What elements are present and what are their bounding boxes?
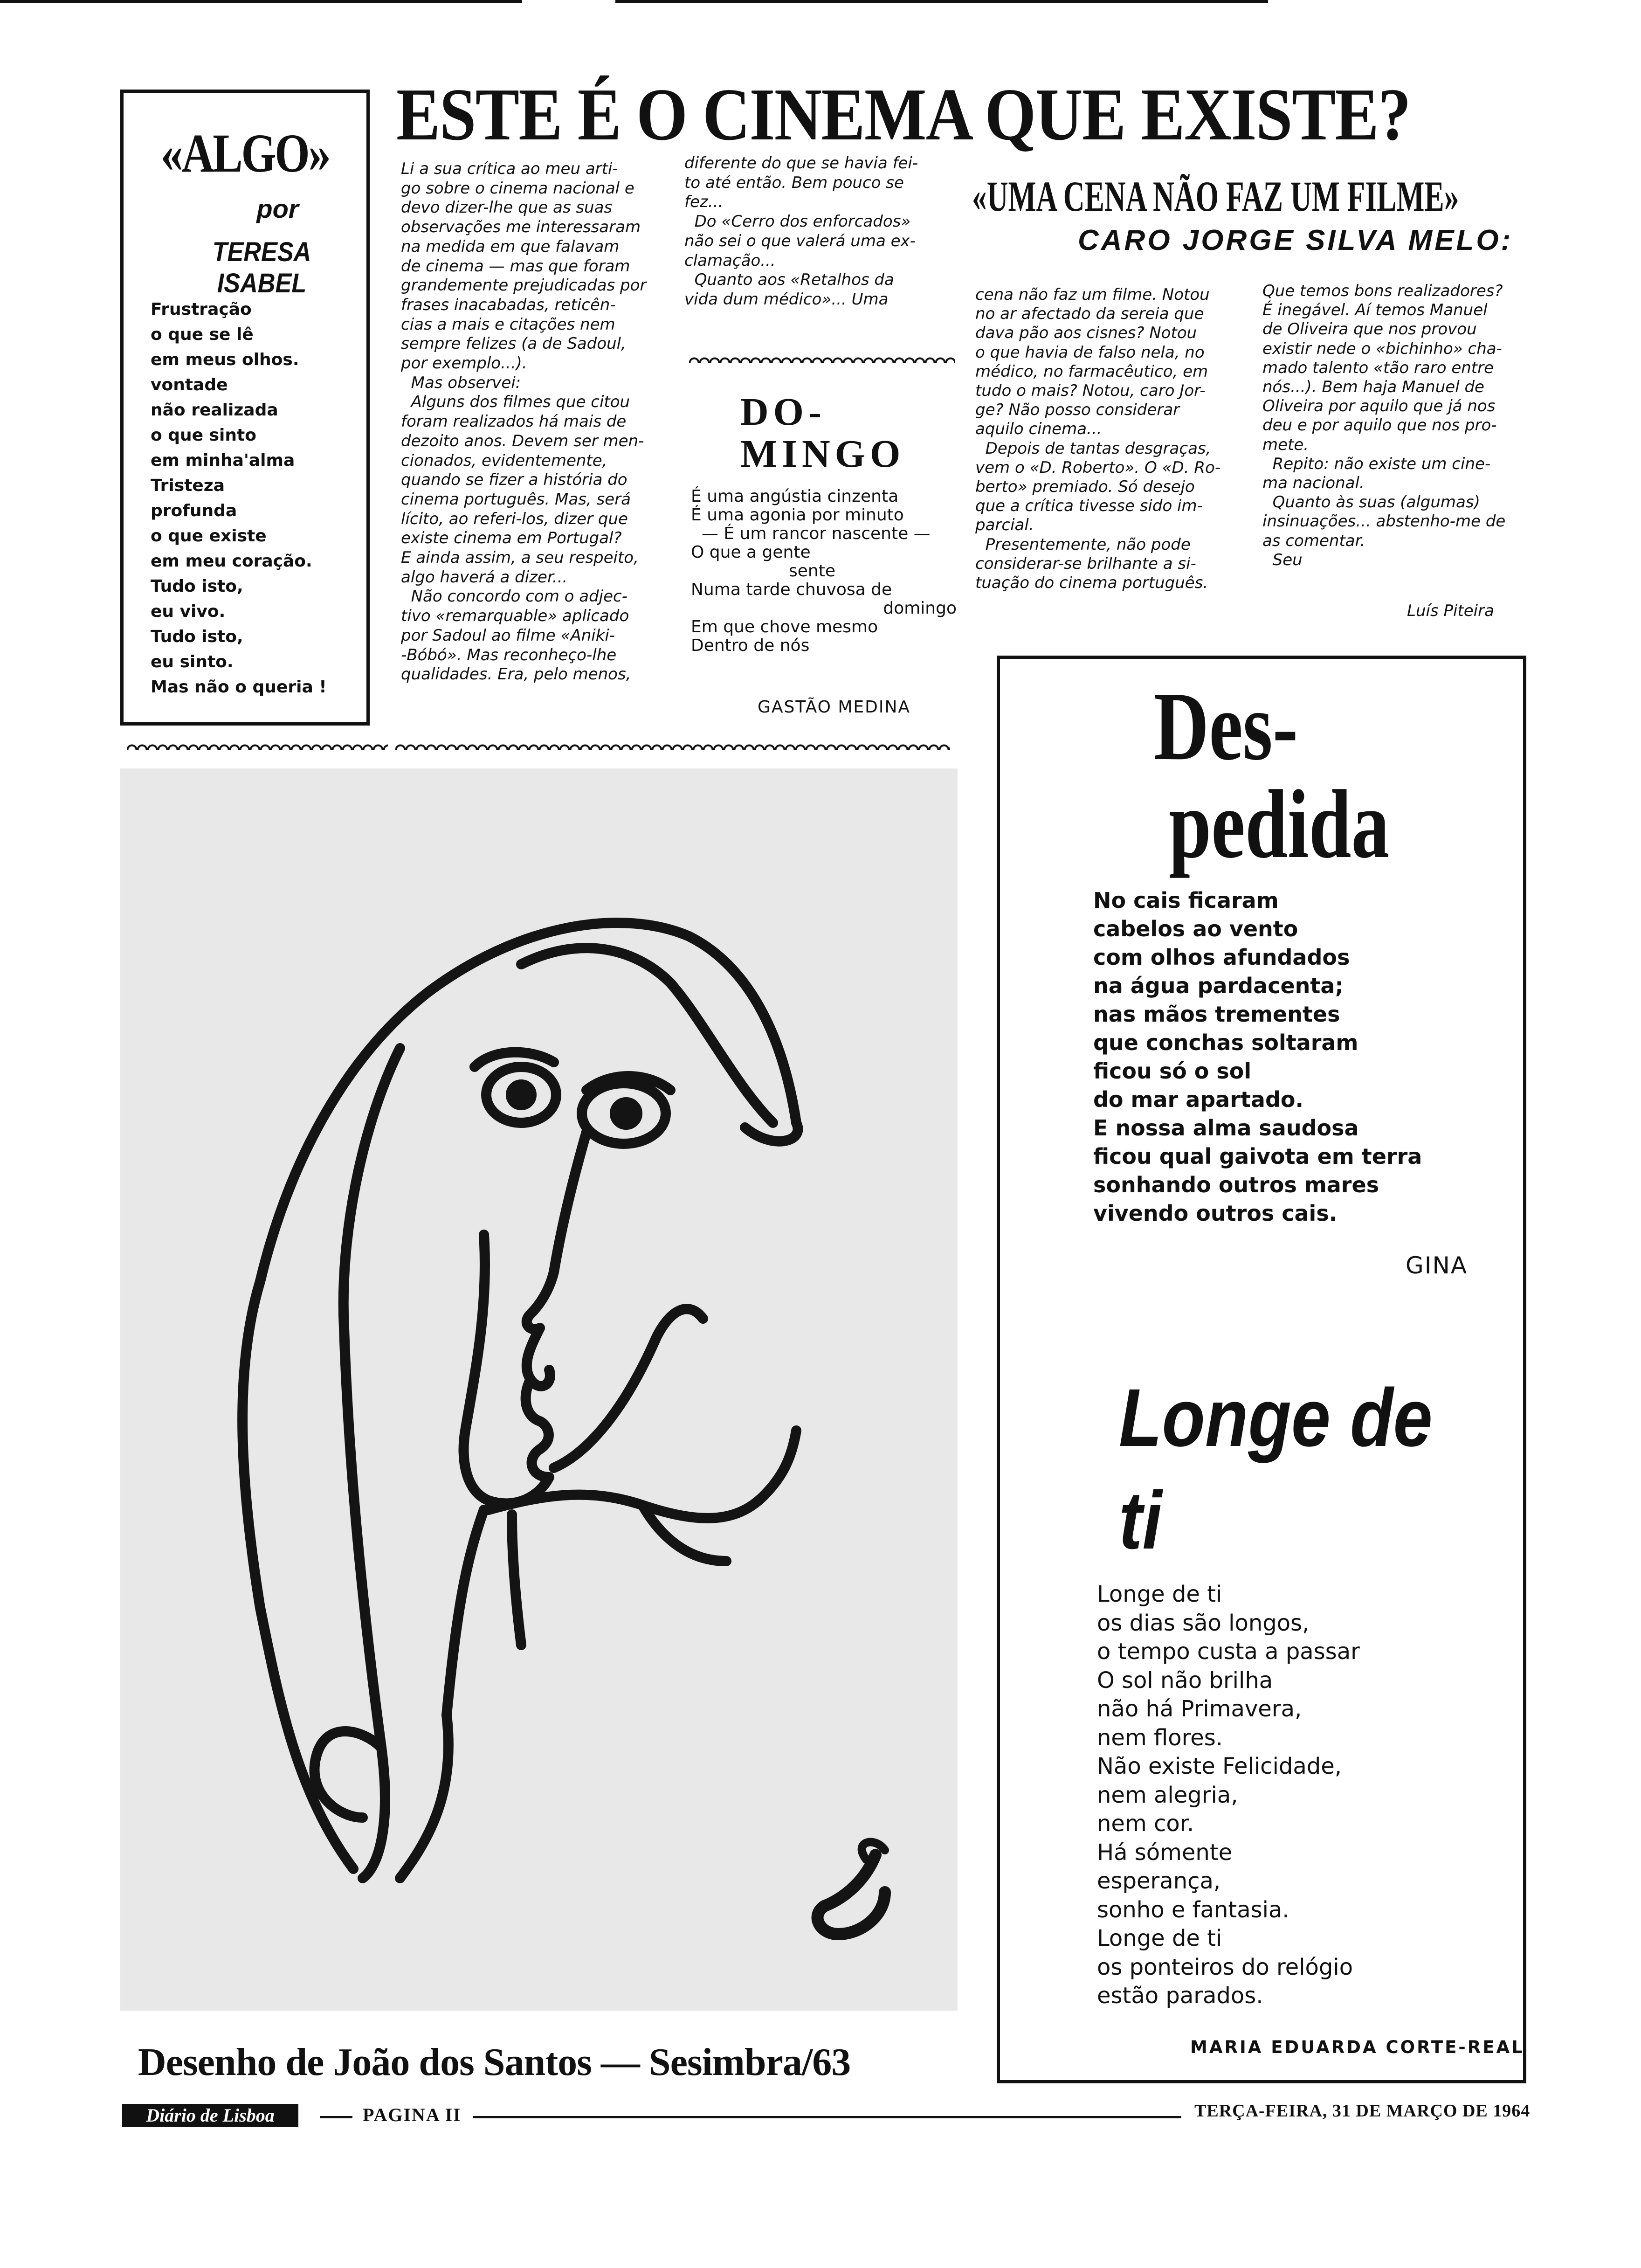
poem-line: em minha'alma <box>151 451 295 470</box>
poem-line: ficou qual gaivota em terra <box>1093 1144 1422 1169</box>
text-line: considerar-se brilhante a si- <box>975 554 1196 573</box>
poem-line: os dias são longos, <box>1097 1610 1310 1636</box>
text-line: cionados, evidentemente, <box>401 451 607 470</box>
text-line: as comentar. <box>1262 531 1365 550</box>
text-line: grandemente prejudicadas por <box>401 276 647 295</box>
text-line: mete. <box>1262 435 1309 454</box>
text-line: Li a sua crítica ao meu arti- <box>401 159 618 178</box>
poem-line: o tempo custa a passar <box>1097 1639 1360 1665</box>
footer-rule <box>320 2116 352 2118</box>
poem-line: não realizada <box>151 401 278 420</box>
poem-line: ficou só o sol <box>1093 1058 1252 1084</box>
text-line: deu e por aquilo que nos pro- <box>1262 416 1497 435</box>
poem-line: que conchas soltaram <box>1093 1030 1358 1055</box>
text-line: cena não faz um filme. Notou <box>975 285 1210 304</box>
text-line: foram realizados há mais de <box>401 412 627 431</box>
poem-line: nem cor. <box>1097 1811 1194 1837</box>
text-line: algo haverá a dizer... <box>401 567 568 587</box>
cena-author: Luís Piteira <box>1407 602 1494 620</box>
algo-byline-author: TERESA ISABEL <box>212 237 311 298</box>
text-line: tuação do cinema português. <box>975 574 1208 593</box>
ornament-rule <box>127 738 388 750</box>
poem-line: sonho e fantasia. <box>1097 1896 1289 1923</box>
text-line: quando se fizer a história do <box>401 470 627 490</box>
poem-line: do mar apartado. <box>1093 1087 1303 1112</box>
text-line: tivo «remarquable» aplicado <box>401 607 629 626</box>
poem-line: Tudo isto, <box>151 627 243 646</box>
poem-line: eu vivo. <box>151 602 226 621</box>
ornament-rule <box>395 738 950 750</box>
top-rule <box>615 0 1268 3</box>
text-line: o que havia de falso nela, no <box>975 343 1205 362</box>
text-line: cinema português. Mas, será <box>401 490 631 509</box>
text-line: to até então. Bem pouco se <box>684 173 904 192</box>
poem-line: E nossa alma saudosa <box>1093 1115 1359 1141</box>
domingo-title-2: MINGO <box>740 432 905 476</box>
poem-line: nas mãos trementes <box>1093 1002 1340 1027</box>
text-line: berto» premiado. Só desejo <box>975 477 1195 497</box>
cena-column-2 <box>1262 282 1505 570</box>
text-line: devo dizer-lhe que as suas <box>401 198 613 217</box>
despedida-title-2: pedida <box>1169 770 1390 878</box>
poem-line: não há Primavera, <box>1097 1696 1302 1722</box>
text-line: Quanto às suas (algumas) <box>1262 493 1480 512</box>
drawing-caption: Desenho de João dos Santos — Sesimbra/63 <box>138 2040 851 2084</box>
poem-line: — É um rancor nascente — <box>691 524 931 543</box>
poem-line: Longe de ti <box>1097 1925 1222 1951</box>
text-line: de cinema — mas que foram <box>401 256 630 276</box>
poem-line: Mas não o queria ! <box>151 678 327 697</box>
poem-line: na água pardacenta; <box>1093 973 1344 998</box>
poem-line: É uma angústia cinzenta <box>691 487 899 506</box>
poem-line: o que se lê <box>151 325 254 344</box>
text-line: fez... <box>684 193 724 212</box>
domingo-poem <box>691 487 957 655</box>
poem-line: estão parados. <box>1097 1983 1263 2009</box>
poem-line: É uma agonia por minuto <box>691 505 904 525</box>
poem-line: com olhos afundados <box>1093 945 1350 970</box>
text-line: observações me interessaram <box>401 218 641 237</box>
algo-poem <box>151 297 327 700</box>
text-line: de Oliveira que nos provou <box>1262 320 1477 339</box>
footer-rule <box>473 2116 1181 2118</box>
poem-line: Há sómente <box>1097 1839 1233 1866</box>
text-line: Presentemente, não pode <box>975 535 1191 554</box>
text-line: nós...). Bem haja Manuel de <box>1262 378 1484 397</box>
poem-line: nem alegria, <box>1097 1782 1238 1808</box>
poem-line: esperança, <box>1097 1868 1221 1894</box>
text-line: Repito: não existe um cine- <box>1262 454 1491 473</box>
poem-line: Em que chove mesmo <box>691 617 878 636</box>
text-line: sempre felizes (a de Sadoul, <box>401 334 626 353</box>
text-line: dava pão aos cisnes? Notou <box>975 324 1197 343</box>
poem-line: O que a gente <box>691 543 811 562</box>
poem-line: nem flores. <box>1097 1724 1223 1751</box>
cena-column-1 <box>975 285 1220 593</box>
text-line: aquilo cinema... <box>975 420 1102 439</box>
text-line: Quanto aos «Retalhos da <box>684 270 894 290</box>
drawing-panel <box>120 768 958 2011</box>
poem-line: vontade <box>151 375 228 394</box>
text-line: insinuações... abstenho-me de <box>1262 512 1506 531</box>
text-line: na medida em que falavam <box>401 237 620 256</box>
text-line: clamação... <box>684 251 776 270</box>
text-line: existe cinema em Portugal? <box>401 529 622 548</box>
face-drawing <box>120 768 958 2011</box>
poem-line: domingo <box>883 599 957 618</box>
poem-line: Tristeza <box>151 476 225 495</box>
despedida-title-1: Des- <box>1154 672 1298 781</box>
text-line: Alguns dos filmes que citou <box>401 393 630 412</box>
text-line: cias a mais e citações nem <box>401 315 615 334</box>
text-line: existir nede o «bichinho» cha- <box>1262 339 1502 358</box>
text-line: frases inacabadas, reticên- <box>401 295 616 314</box>
poem-line: Frustração <box>151 300 252 319</box>
letter-column-2 <box>684 154 918 310</box>
ornament-rule <box>689 351 955 363</box>
poem-line: o que existe <box>151 526 267 546</box>
text-line: ma nacional. <box>1262 474 1365 493</box>
text-line: E ainda assim, a seu respeito, <box>401 548 639 567</box>
page-number: PAGINA II <box>363 2104 462 2125</box>
poem-line: em meus olhos. <box>151 350 299 369</box>
text-line: tudo o mais? Notou, caro Jor- <box>975 381 1206 401</box>
poem-line: Longe de ti <box>1097 1581 1222 1607</box>
domingo-author: GASTÃO MEDINA <box>758 698 911 717</box>
longe-title-1: Longe de <box>1119 1372 1433 1464</box>
longe-author: MARIA EDUARDA CORTE-REAL <box>1190 2037 1524 2057</box>
text-line: Oliveira por aquilo que já nos <box>1262 397 1496 416</box>
text-line: Depois de tantas desgraças, <box>975 439 1211 458</box>
poem-line: Não existe Felicidade, <box>1097 1753 1342 1779</box>
poem-line: em meu coração. <box>151 552 312 571</box>
algo-box <box>120 90 370 726</box>
text-line: ge? Não posso considerar <box>975 401 1180 420</box>
poem-line: o que sinto <box>151 426 256 445</box>
issue-date: TERÇA-FEIRA, 31 DE MARÇO DE 1964 <box>1194 2101 1531 2121</box>
poem-line: Tudo isto, <box>151 577 243 596</box>
domingo-title-1: DO- <box>740 390 826 434</box>
poem-line: O sol não brilha <box>1097 1667 1273 1694</box>
longe-title-2: ti <box>1119 1475 1162 1566</box>
text-line: que a crítica tivesse sido im- <box>975 497 1203 516</box>
text-line: Do «Cerro dos enforcados» <box>684 212 911 231</box>
text-line: Não concordo com o adjec- <box>401 587 627 606</box>
poem-line: eu sinto. <box>151 652 234 671</box>
masthead-logo: Diário de Lisboa <box>122 2104 298 2127</box>
text-line: vida dum médico»... Uma <box>684 290 889 309</box>
poem-line: sente <box>789 561 835 581</box>
poem-line: os ponteiros do relógio <box>1097 1954 1353 1980</box>
letter-column-1 <box>401 159 646 685</box>
top-rule <box>0 0 522 3</box>
poems-box <box>997 656 1526 2083</box>
text-line: no ar afectado da sereia que <box>975 304 1204 324</box>
text-line: parcial. <box>975 516 1034 535</box>
text-line: por exemplo...). <box>401 354 527 373</box>
cena-title: «UMA CENA NÃO FAZ UM FILME» <box>972 173 1459 220</box>
text-line: diferente do que se havia fei- <box>684 154 918 173</box>
text-line: por Sadoul ao filme «Aniki- <box>401 626 615 645</box>
text-line: médico, no farmacêutico, em <box>975 362 1208 381</box>
text-line: vem o «D. Roberto». O «D. Ro- <box>975 458 1221 477</box>
poem-line: cabelos ao vento <box>1093 916 1298 941</box>
despedida-author: GINA <box>1406 1252 1468 1279</box>
text-line: Que temos bons realizadores? <box>1262 282 1503 300</box>
poem-line: vivendo outros cais. <box>1093 1201 1338 1226</box>
longe-poem <box>1097 1580 1360 2011</box>
poem-line: No cais ficaram <box>1093 888 1279 913</box>
text-line: não sei o que valerá uma ex- <box>684 231 916 250</box>
text-line: lícito, ao referi-los, dizer que <box>401 509 628 528</box>
text-line: go sobre o cinema nacional e <box>401 179 634 198</box>
poem-line: Numa tarde chuvosa de <box>691 580 892 599</box>
text-line: Mas observei: <box>401 373 521 392</box>
algo-title: «ALGO» <box>160 123 330 184</box>
text-line: dezoito anos. Devem ser men- <box>401 431 644 450</box>
text-line: mado talento «tão raro entre <box>1262 358 1494 377</box>
despedida-poem <box>1093 886 1422 1228</box>
algo-byline-por: por <box>256 194 299 223</box>
headline: ESTE É O CINEMA QUE EXISTE? <box>396 73 1411 156</box>
text-line: Seu <box>1262 550 1303 569</box>
text-line: É inegável. Aí temos Manuel <box>1262 301 1488 320</box>
cena-subtitle: CARO JORGE SILVA MELO: <box>1078 224 1513 256</box>
text-line: -Bóbó». Mas reconheço-lhe <box>401 645 617 664</box>
poem-line: profunda <box>151 501 237 520</box>
text-line: qualidades. Era, pelo menos, <box>401 665 631 684</box>
poem-line: sonhando outros mares <box>1093 1172 1379 1197</box>
poem-line: Dentro de nós <box>691 636 810 655</box>
